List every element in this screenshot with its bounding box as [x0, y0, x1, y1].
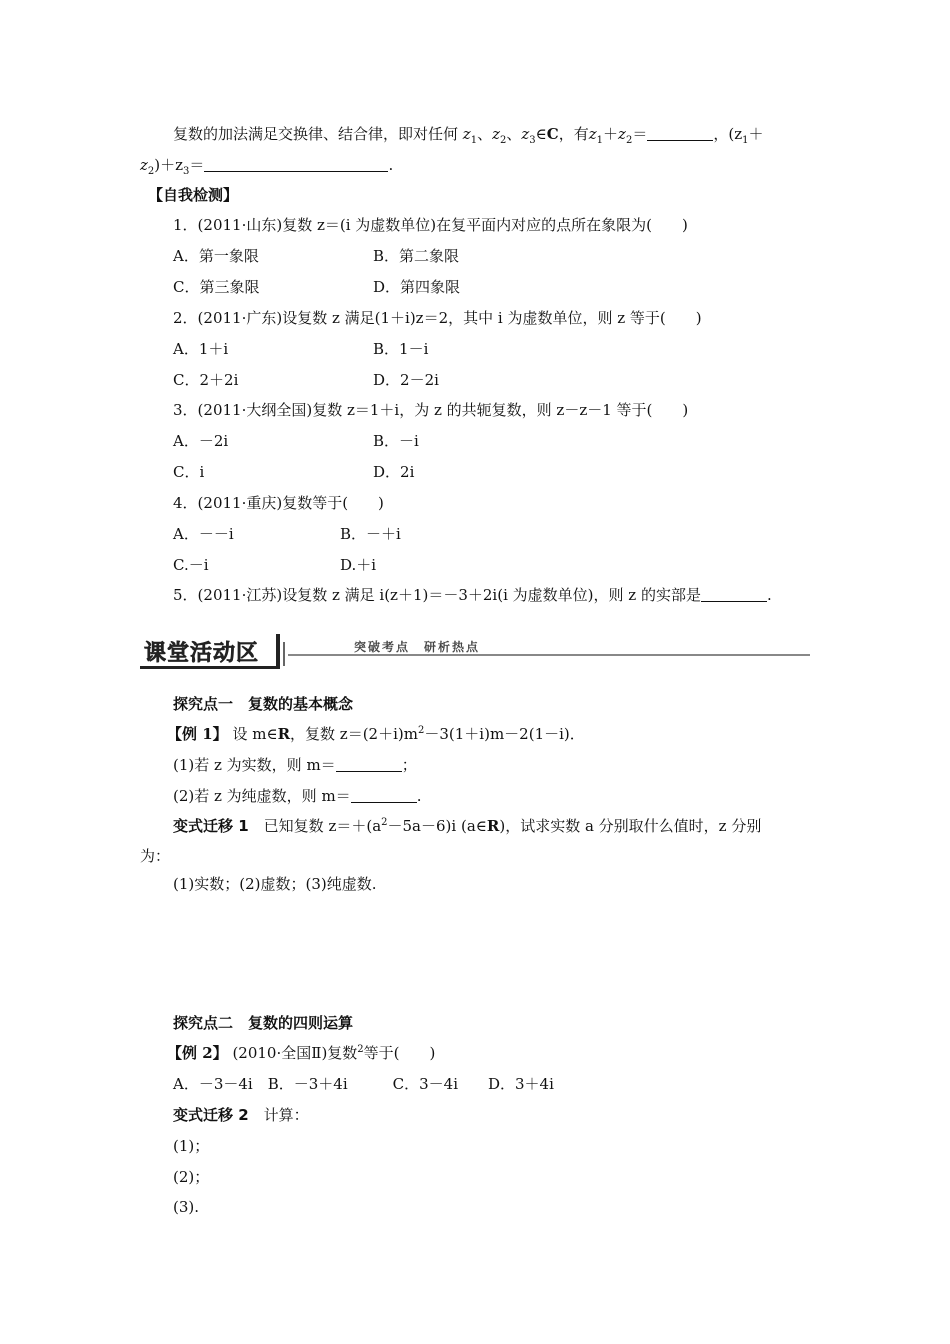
variant-text: 计算：: [248, 1106, 309, 1124]
real-set: R: [486, 817, 500, 835]
period: .: [766, 586, 772, 604]
q3-option-d[interactable]: D．2i: [373, 463, 415, 481]
explore-2-heading: 探究点二 复数的四则运算: [173, 1014, 354, 1032]
superscript: 2: [381, 817, 388, 828]
sep: 、: [477, 125, 493, 143]
q4-option-c[interactable]: C.－i: [173, 556, 209, 574]
q2-option-a[interactable]: A．1＋i: [173, 340, 229, 358]
example-1: [167, 724, 585, 744]
answer-blank[interactable]: [701, 587, 767, 602]
question-2: 2．(2011·广东)设复数 z 满足(1＋i)z＝2，其中 i 为虚数单位，则 z 等于( ): [173, 309, 702, 327]
answer-blank[interactable]: [336, 757, 402, 772]
sep: 、: [506, 125, 522, 143]
example-label: 【例 2】: [167, 1044, 228, 1062]
example-text: (2010·全国Ⅱ)复数: [232, 1044, 358, 1062]
example-1-part-1: [173, 755, 417, 775]
example-text: －3(1＋i)m－2(1－i)．: [424, 725, 585, 743]
comma: ，: [713, 125, 729, 143]
variant-label: 变式迁移 1: [173, 817, 249, 835]
intro-have: ，有: [558, 125, 589, 143]
q2-option-d[interactable]: D．2－2i: [373, 371, 439, 389]
q1-option-c[interactable]: C．第三象限: [173, 278, 260, 296]
example-1-part-2: [173, 786, 421, 806]
q4-option-a[interactable]: A．－－i: [173, 525, 234, 543]
q1-option-a[interactable]: A．第一象限: [173, 247, 259, 265]
q5-text: 5．(2011·江苏)设复数 z 满足 i(z＋1)＝－3＋2i(i 为虚数单位)，则 z 的实部是: [173, 586, 701, 604]
q3-option-c[interactable]: C．i: [173, 463, 205, 481]
variant-text: 已知复数 z＝＋(a: [248, 817, 382, 835]
intro-line-2: $z_2)+z_3=$ .: [140, 156, 394, 177]
superscript: 2: [357, 1044, 364, 1055]
banner-divider: [276, 634, 280, 666]
eq: ＝: [189, 156, 205, 174]
plus: ＋: [748, 125, 764, 143]
intro-text: 复数的加法满足交换律、结合律，即对任何: [173, 125, 459, 143]
q4-option-d[interactable]: D.＋i: [340, 556, 377, 574]
punct: ；: [401, 756, 417, 774]
variant-1-line-2: 为：: [140, 847, 171, 865]
intro-line-1: 复数的加法满足交换律、结合律，即对任何 $z_1$、$z_2$、$z_3\in C$，有$z_1+z_2=$ ，($z_1+$: [173, 125, 764, 146]
q1-option-b[interactable]: B．第二象限: [373, 247, 460, 265]
complex-set: C: [546, 125, 559, 143]
variant-text: )，试求实数 a 分别取什么值时，z 分别: [499, 817, 762, 835]
question-5: [173, 585, 772, 605]
example-text: ，复数 z＝(2＋i)m: [290, 725, 418, 743]
example-text: 等于( ): [363, 1044, 436, 1062]
q2-option-c[interactable]: C．2＋2i: [173, 371, 239, 389]
banner-subtitle: 突破考点 研析热点: [354, 640, 481, 654]
answer-blank[interactable]: [204, 157, 388, 172]
question-3: 3．(2011·大纲全国)复数 z＝1＋i，为 z 的共轭复数，则 z－z－1 等于( ): [173, 401, 689, 419]
q4-option-b[interactable]: B．－＋i: [340, 525, 401, 543]
example-2: [167, 1043, 435, 1063]
calc-item-3: (3).: [173, 1198, 200, 1216]
question-1: 1．(2011·山东)复数 z＝(i 为虚数单位)在复平面内对应的点所在象限为( ): [173, 216, 688, 234]
variant-1-line-3: (1)实数；(2)虚数；(3)纯虚数.: [173, 875, 377, 893]
period: .: [388, 156, 394, 174]
q3-option-a[interactable]: A．－2i: [173, 432, 229, 450]
eq: ＝: [632, 125, 648, 143]
intro-line2-b: )＋z: [154, 156, 184, 174]
paren-open: (z: [728, 125, 743, 143]
variant-1: [173, 816, 761, 836]
variant-2: [173, 1105, 309, 1125]
answer-blank[interactable]: [351, 788, 417, 803]
superscript: 2: [417, 725, 425, 736]
question-4: 4．(2011·重庆)复数等于( ): [173, 494, 384, 512]
in-symbol: ∈: [535, 125, 547, 143]
explore-1-heading: 探究点一 复数的基本概念: [173, 695, 354, 713]
q2-option-b[interactable]: B．1－i: [373, 340, 429, 358]
example-2-options[interactable]: A．－3－4i B．－3＋4i C．3－4i D．3＋4i: [173, 1075, 554, 1093]
example-text: 设 m∈: [232, 725, 278, 743]
self-check-heading: 【自我检测】: [148, 186, 239, 204]
z-var: z: [140, 156, 148, 174]
q3-option-b[interactable]: B．－i: [373, 432, 419, 450]
banner-divider: [283, 642, 285, 666]
real-set: R: [277, 725, 291, 743]
banner-title: 课堂活动区: [144, 641, 260, 666]
example-label: 【例 1】: [167, 725, 228, 743]
part-text: (1)若 z 为实数，则 m＝: [173, 756, 336, 774]
variant-label: 变式迁移 2: [173, 1106, 249, 1124]
plus: ＋: [603, 125, 619, 143]
q1-option-d[interactable]: D．第四象限: [373, 278, 461, 296]
punct: .: [416, 787, 422, 805]
calc-item-1: (1)；: [173, 1137, 210, 1155]
part-text: (2)若 z 为纯虚数，则 m＝: [173, 787, 351, 805]
answer-blank[interactable]: [647, 126, 713, 141]
variant-text: －5a－6)i (a∈: [387, 817, 487, 835]
calc-item-2: (2)；: [173, 1168, 210, 1186]
section-banner: [140, 634, 810, 668]
